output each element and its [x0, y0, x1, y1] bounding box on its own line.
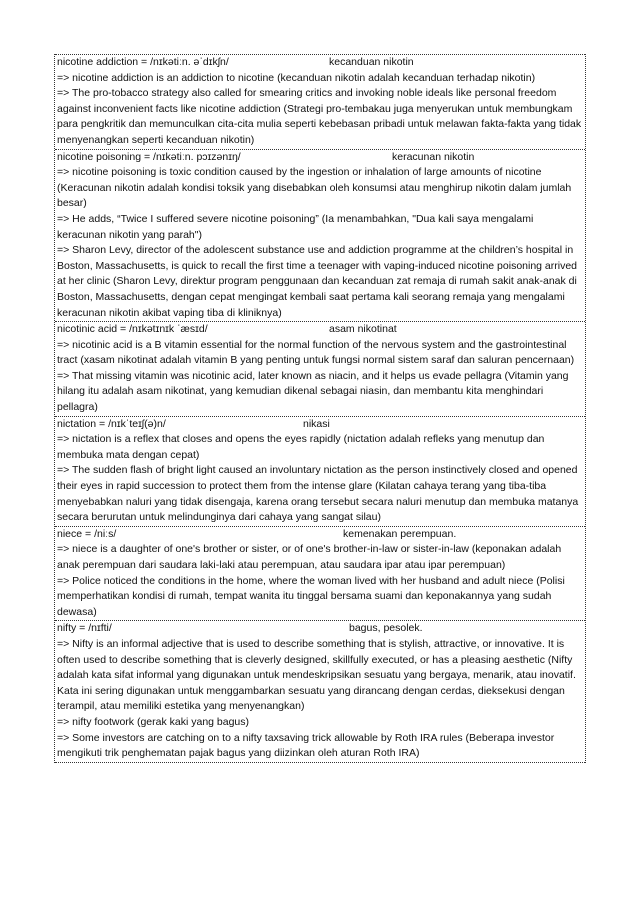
glossary-entry — [55, 416, 585, 526]
entry-line: => He adds, “Twice I suffered severe nicotine poisoning” (Ia menambahkan, "Dua kali saya mengalami keracunan nikotin yang parah") — [57, 212, 534, 241]
entry-header — [57, 417, 583, 433]
entry-line: => nicotine addiction is an addiction to nicotine (kecanduan nikotin adalah kecanduan terhadap nikotin) — [57, 71, 536, 84]
glossary-entry — [55, 54, 585, 149]
entry-line: => Sharon Levy, director of the adolescent substance use and addiction programme at the children’s hospital in Boston, Massachusetts, is quick to recall the first time a teenager with vaping-induced nicotine poisoning arrived at her clinic (Sharon Levy, direktur program penggunaan dan kecanduan zat remaja di rumah sakit anak-anak di Boston, Massachusetts, dengan cepat mengingat kembali saat pertama kali seorang remaja yang mengalami keracunan nikotin akibat vaping tiba di kliniknya) — [57, 244, 578, 319]
entry-term: nicotine poisoning = /nɪkətiːn. pɔɪzənɪŋ/ — [57, 150, 241, 163]
entry-line: => The sudden flash of bright light caused an involuntary nictation as the person instinctively closed and opened their eyes in rapid succession to protect them from the intense glare (Kilatan cahaya terang yang tiba-tiba menyebabkan naluri yang tidak disengaja, karena orang tersebut secara naluri menutup dan membuka matanya secara berurutan untuk melindunginya dari cahaya yang sangat silau) — [57, 464, 579, 524]
entry-header — [57, 527, 583, 543]
entry-line: => nictation is a reflex that closes and opens the eyes rapidly (nictation adalah refleks yang menutup dan membuka mata dengan cepat) — [57, 433, 545, 461]
entry-meaning: kecanduan nikotin — [329, 56, 414, 68]
entry-meaning: nikasi — [303, 417, 330, 430]
entry-meaning: bagus, pesolek. — [349, 622, 423, 635]
entry-header — [57, 55, 583, 71]
entry-line: => That missing vitamin was nicotinic acid, later known as niacin, and it helps us evade pellagra (Vitamin yang hilang itu adalah asam nikotinat, yang kemudian dikenal sebagai niasin, dan membantu kita menghindari pellagra) — [57, 369, 569, 414]
entry-term: nicotinic acid = /nɪkətɪnɪk ˈæsɪd/ — [57, 323, 208, 336]
entry-line: => nicotinic acid is a B vitamin essential for the normal function of the nervous system and the gastrointestinal tract (xasam nikotinat adalah vitamin B yang penting untuk fungsi normal sistem saraf dan saluran pencernaan) — [57, 338, 575, 367]
entry-line: => niece is a daughter of one's brother or sister, or of one's brother-in-law or sister-in-law (keponakan adalah anak perempuan dari saudara laki-laki atau perempuan, atau saudara ipar atau ipar perempuan) — [57, 543, 562, 571]
glossary-entry — [55, 620, 585, 762]
glossary-entry — [55, 321, 585, 416]
entry-meaning: keracunan nikotin — [392, 150, 475, 163]
entry-line: => Police noticed the conditions in the home, where the woman lived with her husband and adult niece (Polisi memperhatikan kondisi di rumah, tempat wanita itu tinggal bersama suami dan keponakannya yang sudah dewasa) — [57, 574, 565, 618]
entry-meaning: asam nikotinat — [329, 323, 397, 336]
entry-term: nictation = /nɪkˈteɪʃ(ə)n/ — [57, 417, 166, 430]
entry-term: nifty = /nɪfti/ — [57, 622, 112, 635]
entry-line: => Some investors are catching on to a nifty taxsaving trick allowable by Roth IRA rules (Beberapa investor mengikuti trik penghematan pajak bagus yang diizinkan oleh aturan Roth IRA) — [57, 731, 555, 760]
glossary-table — [54, 54, 586, 763]
entry-meaning: kemenakan perempuan. — [343, 527, 457, 540]
entry-header — [57, 322, 583, 338]
glossary-entry — [55, 149, 585, 322]
entry-line: => nifty footwork (gerak kaki yang bagus) — [57, 715, 250, 728]
entry-term: niece = /niːs/ — [57, 527, 117, 540]
entry-header — [57, 621, 583, 637]
entry-line: => nicotine poisoning is toxic condition caused by the ingestion or inhalation of large amounts of nicotine (Keracunan nikotin adalah kondisi toksik yang disebabkan oleh konsumsi atau menghirup nikotin dalam jumlah besar) — [57, 166, 572, 210]
glossary-entry — [55, 526, 585, 621]
entry-line: => The pro-tobacco strategy also called for smearing critics and invoking noble ideals like personal freedom against inconvenient facts like nicotine addiction (Strategi pro-tembakau juga menyerukan untuk membungkam para pengkritik dan memunculkan cita-cita mulia seperti kebebasan pribadi untuk melawan fakta-fakta yang tidak menyenangkan seperti kecanduan nikotin) — [57, 87, 582, 146]
entry-header — [57, 150, 583, 166]
entry-term: nicotine addiction = /nɪkətiːn. əˈdɪkʃn/ — [57, 56, 229, 68]
entry-line: => Nifty is an informal adjective that is used to describe something that is stylish, attractive, or innovative. It is often used to describe something that is cleverly designed, skillfully executed, or has a pleasing aesthetic (Nifty adalah kata sifat informal yang digunakan untuk mendeskripsikan sesuatu yang bergaya, menarik, atau inovatif. Kata ini sering digunakan untuk menggambarkan sesuatu yang dirancang dengan cerdas, dieksekusi dengan terampil, atau memiliki estetika yang menyenangkan) — [57, 637, 576, 713]
